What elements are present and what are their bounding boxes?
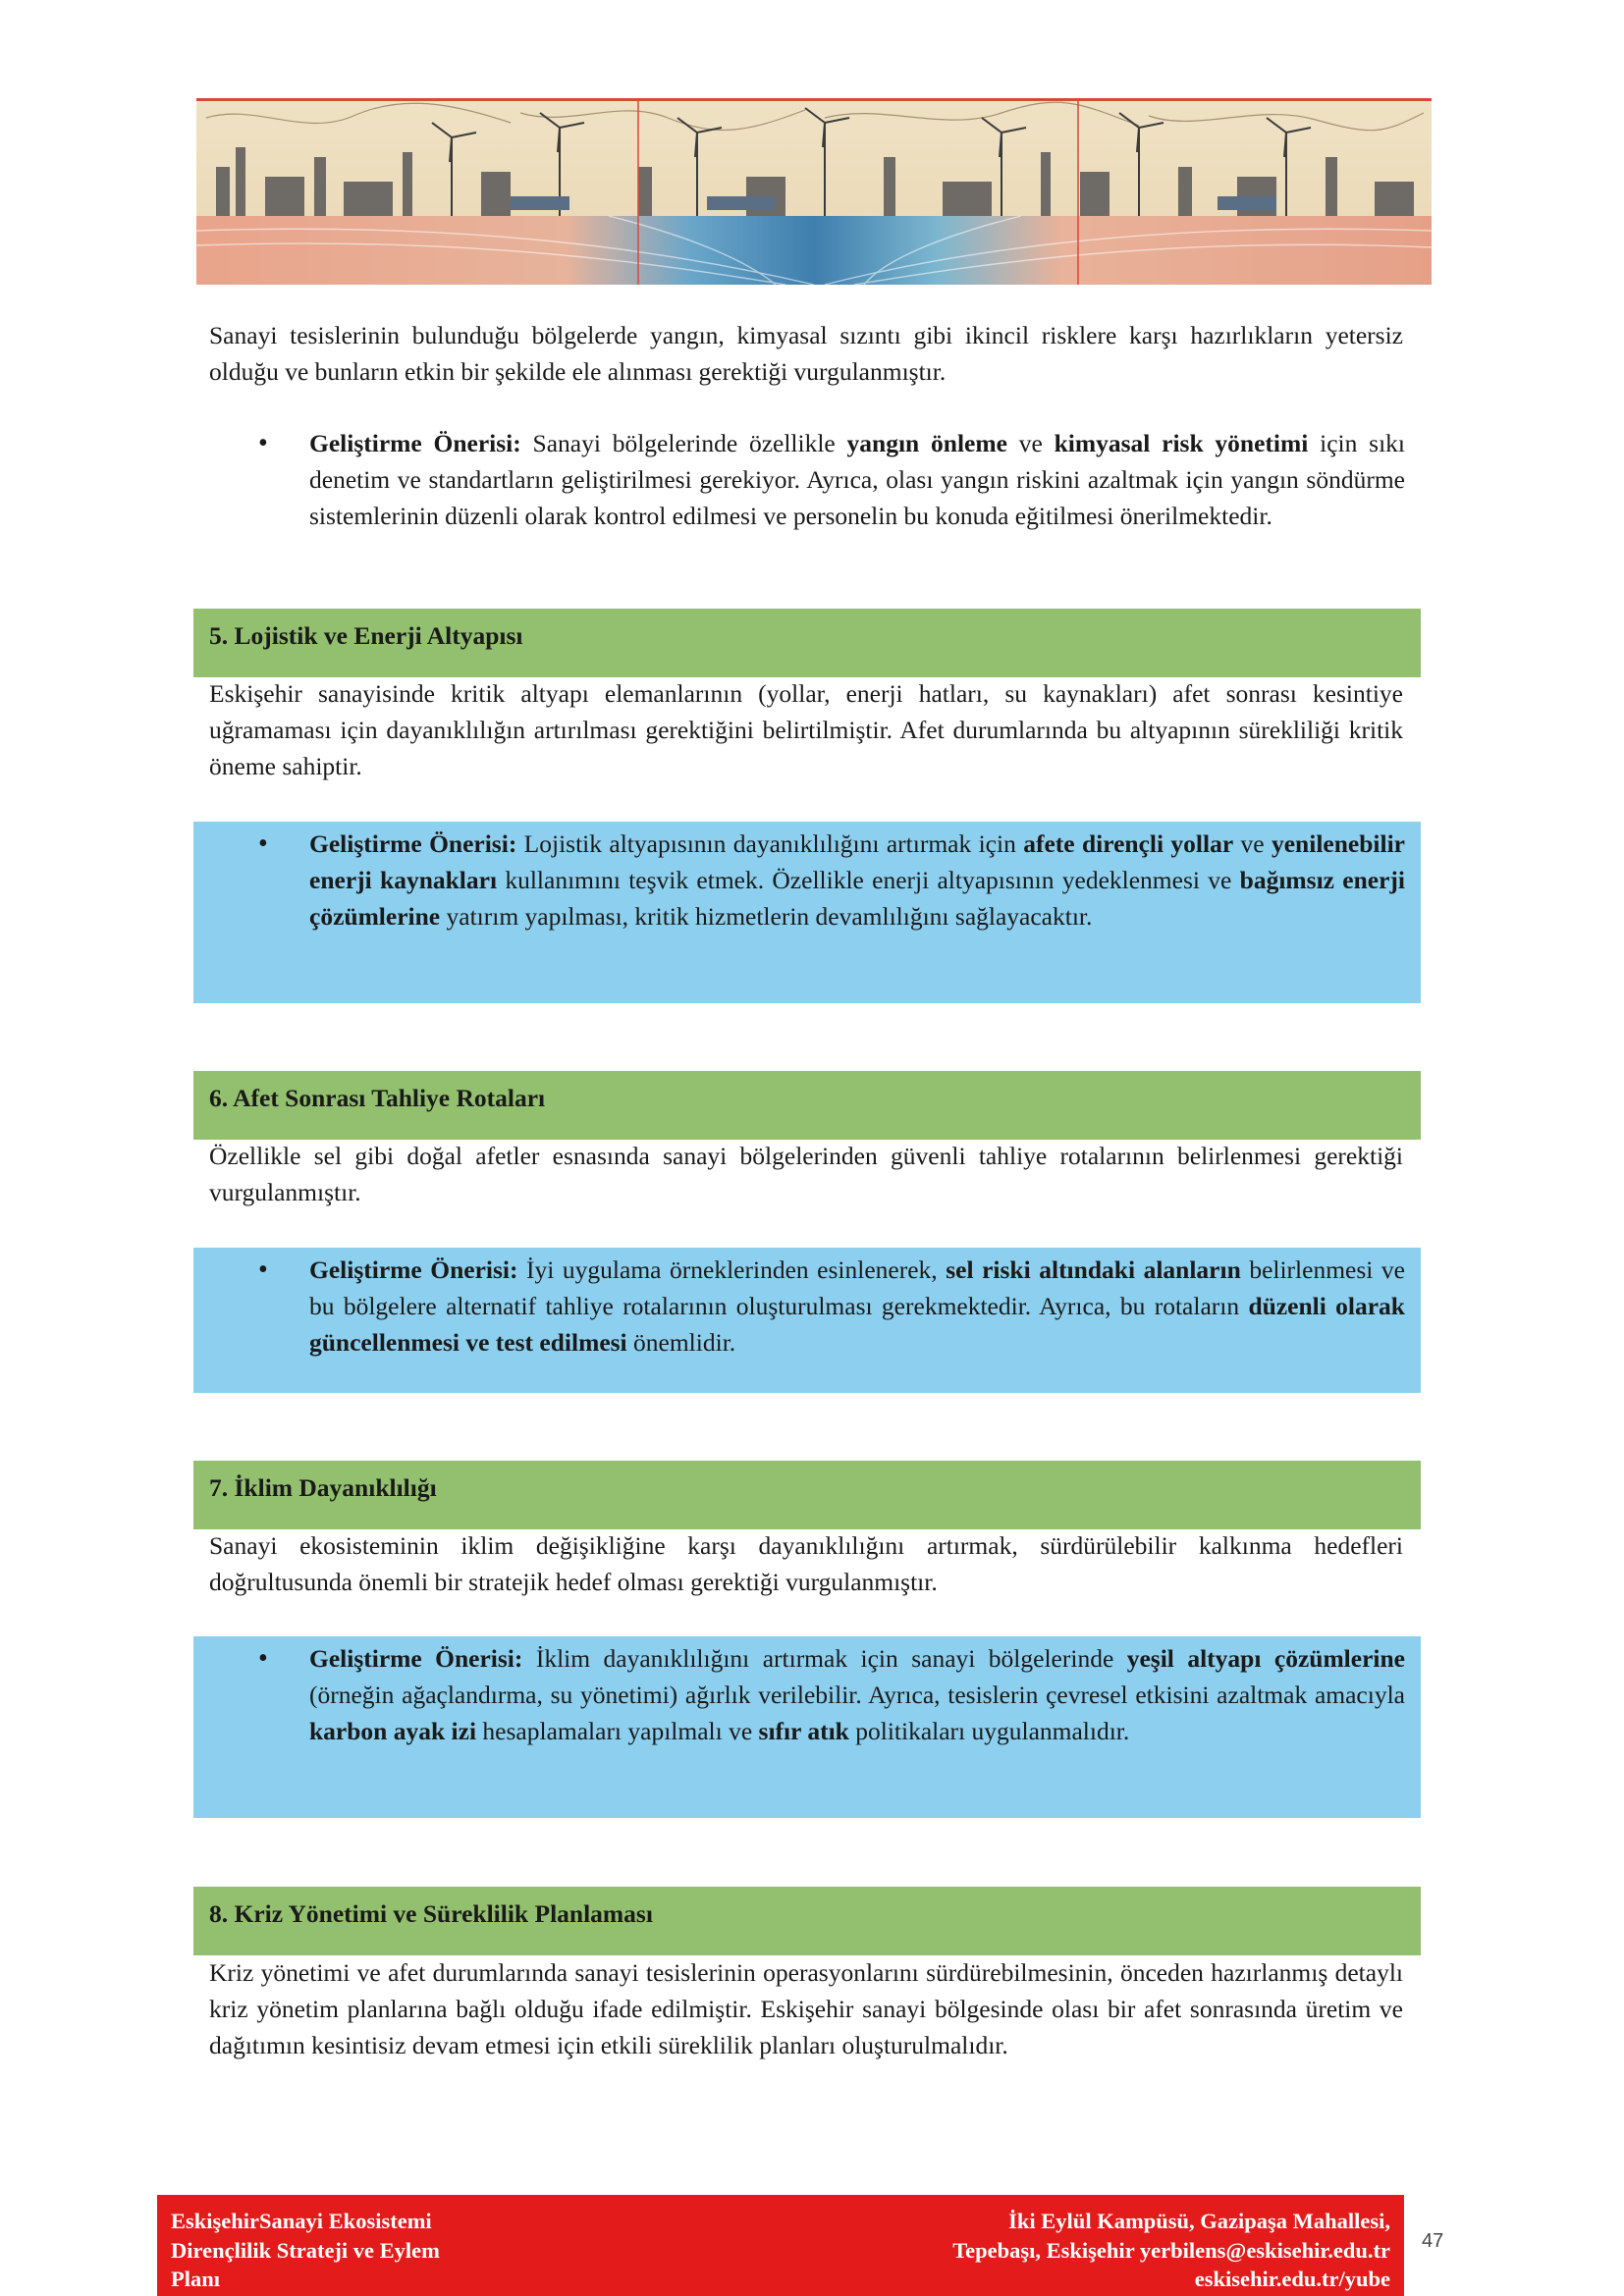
bullet-dot-icon: • bbox=[258, 1255, 268, 1285]
section-7-bullet: • Geliştirme Önerisi: İklim dayanıklılığını artırmak için sanayi bölgelerinde yeşil altyapı çözümlerine (örneğin ağaçlandırma, su yönetimi) ağırlık verilebilir. Ayrıca, tesislerin çevresel etkisini azaltmak amacıyla karbon ayak izi hesaplamaları yapılmalı ve sıfır atık politikaları uygulanmalıdır. bbox=[193, 1640, 1421, 1749]
bullet-lead: Geliştirme Önerisi: bbox=[309, 429, 521, 457]
intro-paragraph: Sanayi tesislerinin bulunduğu bölgelerde yangın, kimyasal sızıntı gibi ikincil risklere karşı hazırlıkların yetersiz olduğu ve bunların etkin bir şekilde ele alınması gerektiği vurgulanmıştır. bbox=[209, 321, 1403, 386]
section-5-suggestion-box bbox=[193, 822, 1421, 1003]
bullet-dot-icon: • bbox=[258, 828, 268, 859]
section-heading-5: 5. Lojistik ve Enerji Altyapısı bbox=[193, 609, 1421, 677]
section-heading-6: 6. Afet Sonrası Tahliye Rotaları bbox=[193, 1071, 1421, 1140]
intro-bullet-block bbox=[193, 425, 1421, 534]
section-7-paragraph: Sanayi ekosisteminin iklim değişikliğine karşı dayanıklılığını artırmak, sürdürülebilir kalkınma hedefleri doğrultusunda önemli bir stratejik hedef olması gerektiği vurgulanmıştır. bbox=[209, 1531, 1403, 1596]
footer-document-title: EskişehirSanayi Ekosistemi Dirençlilik Strateji ve Eylem Planı bbox=[171, 2209, 440, 2291]
section-heading-7: 7. İklim Dayanıklılığı bbox=[193, 1461, 1421, 1529]
section-7-suggestion-box bbox=[193, 1636, 1421, 1818]
section-heading-8: 8. Kriz Yönetimi ve Süreklilik Planlaması bbox=[193, 1887, 1421, 1955]
section-5-bullet: • Geliştirme Önerisi: Lojistik altyapısının dayanıklılığını artırmak için afete dirençli yollar ve yenilenebilir enerji kaynakları kullanımını teşvik etmek. Özellikle enerji altyapısının yedeklenmesi ve bağımsız enerji çözümlerine yatırım yapılması, kritik hizmetlerin devamlılığını sağlayacaktır. bbox=[193, 826, 1421, 934]
section-5-paragraph: Eskişehir sanayisinde kritik altyapı elemanlarının (yollar, enerji hatları, su kaynakları) afet sonrası kesintiye uğramaması için dayanıklılığın artırılması gerektiğini belirtilmiştir. Afet durumlarında bu altyapının sürekliliği kritik öneme sahiptir. bbox=[209, 679, 1403, 780]
intro-bullet: • Geliştirme Önerisi: Sanayi bölgelerinde özellikle yangın önleme ve kimyasal risk yönetimi için sıkı denetim ve standartların geliştirilmesi gerekiyor. Ayrıca, olası yangın riskini azaltmak için yangın söndürme sistemlerinin düzenli olarak kontrol edilmesi ve personelin bu konuda eğitilmesi önerilmektedir. bbox=[193, 425, 1421, 534]
footer-contact: İki Eylül Kampüsü, Gazipaşa Mahallesi, Tepebaşı, Eskişehir yerbilens@eskisehir.edu.tr eskisehir.edu.tr/yube bbox=[952, 2209, 1390, 2291]
bullet-dot-icon: • bbox=[258, 1643, 268, 1674]
bullet-dot-icon: • bbox=[258, 428, 268, 458]
section-6-bullet: • Geliştirme Önerisi: İyi uygulama örneklerinden esinlenerek, sel riski altındaki alanların belirlenmesi ve bu bölgelere alternatif tahliye rotalarının oluşturulması gerekmektedir. Ayrıca, bu rotaların düzenli olarak güncellenmesi ve test edilmesi önemlidir. bbox=[193, 1252, 1421, 1361]
page-number: 47 bbox=[1422, 2230, 1444, 2252]
header-illustration bbox=[196, 98, 1432, 285]
page-footer bbox=[157, 2195, 1404, 2296]
section-6-paragraph: Özellikle sel gibi doğal afetler esnasında sanayi bölgelerinden güvenli tahliye rotalarının belirlenmesi gerektiği vurgulanmıştır. bbox=[209, 1142, 1403, 1206]
section-6-suggestion-box bbox=[193, 1248, 1421, 1393]
section-8-paragraph: Kriz yönetimi ve afet durumlarında sanayi tesislerinin operasyonlarını sürdürebilmesinin, önceden hazırlanmış detaylı kriz yönetim planlarına bağlı olduğu ifade edilmiştir. Eskişehir sanayi bölgesinde olası bir afet sonrasında üretim ve dağıtımın kesintisiz devam etmesi için etkili süreklilik planları oluşturulmalıdır. bbox=[209, 1958, 1403, 2059]
